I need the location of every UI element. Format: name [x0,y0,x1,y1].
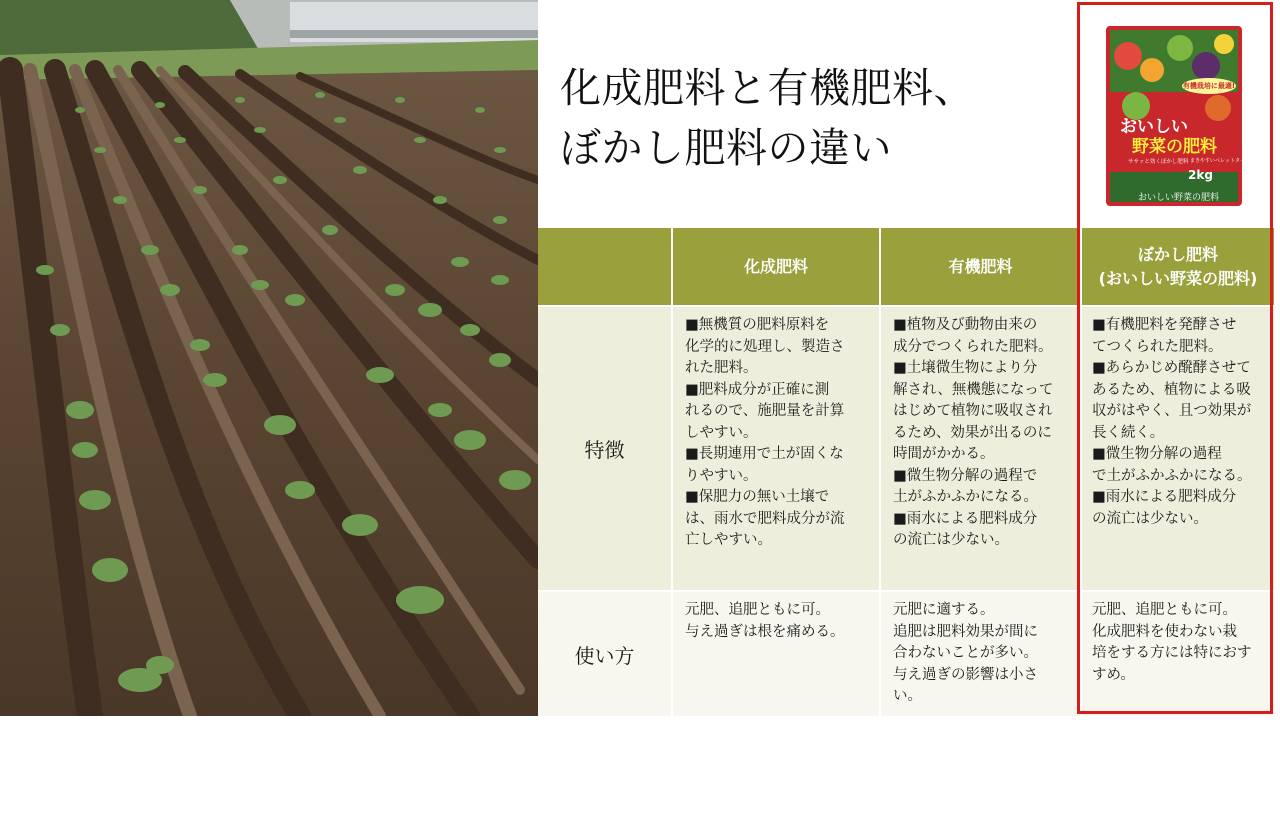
text-line: 解され、無機態になって [893,381,1054,398]
text-line: 成分でつくられた肥料。 [893,338,1053,355]
product-weight: 2kg [1188,168,1213,182]
text-line: 収がはやく、且つ効果が [1092,403,1252,419]
title-line-1: 化成肥料と有機肥料、 [560,64,975,112]
text-line: は、雨水で肥料成分が流 [685,510,845,527]
field-photo [0,0,538,716]
text-line: 元肥に適する。 [893,602,995,618]
text-line: 長く続く。 [1092,424,1165,441]
features-chemical [673,307,879,590]
product-name-line-1: おいしい [1120,117,1188,137]
text-line: 与え過ぎの影響は小さ [893,666,1038,683]
text-line: ■雨水による肥料成分 [893,510,1038,527]
text-line: 時間がかかる。 [893,446,995,462]
text-line: 化学的に処理し、製造さ [685,338,845,355]
table-header-corner [538,228,671,305]
text-line: 元肥、追肥ともに可。 [685,602,830,618]
text-line: ■有機肥料を発酵させ [1092,317,1237,333]
product-badge: 有機栽培に最適! [1182,78,1236,94]
table-header-chemical: 化成肥料 [673,228,879,305]
text-line: れた肥料。 [685,360,758,376]
text-line: ■土壌微生物により分 [893,360,1038,376]
usage-chemical [673,592,879,716]
text-line: で土がふかふかになる。 [1092,467,1252,484]
text-line: の流亡は少ない。 [1092,510,1208,527]
title-line-2: ぼかし肥料の違い [560,124,892,172]
text-line: 合わないことが多い。 [893,645,1038,661]
text-line: ■肥料成分が正確に測 [685,381,830,398]
text-line: ■あらかじめ醗酵させて [1092,360,1251,376]
usage-bokashi [1082,592,1274,716]
text-line: ■保肥力の無い土壌で [685,489,830,505]
text-line: 亡しやすい。 [685,532,772,548]
row-label-features: 特徴 [538,307,671,590]
features-organic [881,307,1080,590]
product-type: まきやすいペレットタイプ [1190,158,1250,164]
product-package-image [1106,26,1250,206]
text-line: 追肥は肥料効果が間に [893,623,1038,640]
features-bokashi [1082,307,1274,590]
text-line: ■無機質の肥料原料を [685,317,830,333]
text-line: 培をする方には特におす [1092,645,1252,661]
product-name-line-2: 野菜の肥料 [1132,137,1217,157]
table-header-bokashi [1082,228,1274,305]
text-line: 化成肥料を使わない栽 [1092,623,1237,640]
text-line: れるので、施肥量を計算 [685,403,845,419]
text-line: ■植物及び動物由来の [893,317,1038,333]
field-illustration [0,0,538,716]
table-header-bokashi-line-2: (おいしい野菜の肥料) [1098,268,1258,288]
table-header-organic: 有機肥料 [881,228,1080,305]
comparison-table [538,228,1278,716]
text-line: ■雨水による肥料成分 [1092,489,1237,505]
text-line: しやすい。 [685,424,758,441]
text-line: すめ。 [1092,666,1135,683]
product-footer-name: おいしい野菜の肥料 [1138,193,1220,203]
text-line: はじめて植物に吸収され [893,403,1053,419]
table-header-bokashi-line-1: ぼかし肥料 [1137,244,1218,264]
text-line: あるため、植物による吸 [1092,381,1251,398]
text-line: 土がふかふかになる。 [893,489,1038,505]
text-line: の流亡は少ない。 [893,532,1009,548]
text-line: い。 [893,688,922,704]
page-title [560,58,1060,178]
row-label-usage: 使い方 [538,592,671,716]
product-tagline: ササッと効くぼかし肥料 [1128,159,1189,165]
text-line: ■微生物分解の過程で [893,467,1038,484]
text-line: りやすい。 [685,467,758,484]
text-line: ■長期連用で土が固くな [685,446,844,462]
text-line: ■微生物分解の過程 [1092,446,1222,462]
text-line: るため、効果が出るのに [893,424,1052,441]
text-line: てつくられた肥料。 [1092,338,1223,355]
text-line: 元肥、追肥ともに可。 [1092,602,1237,618]
usage-organic [881,592,1080,716]
text-line: 与え過ぎは根を痛める。 [685,623,845,640]
